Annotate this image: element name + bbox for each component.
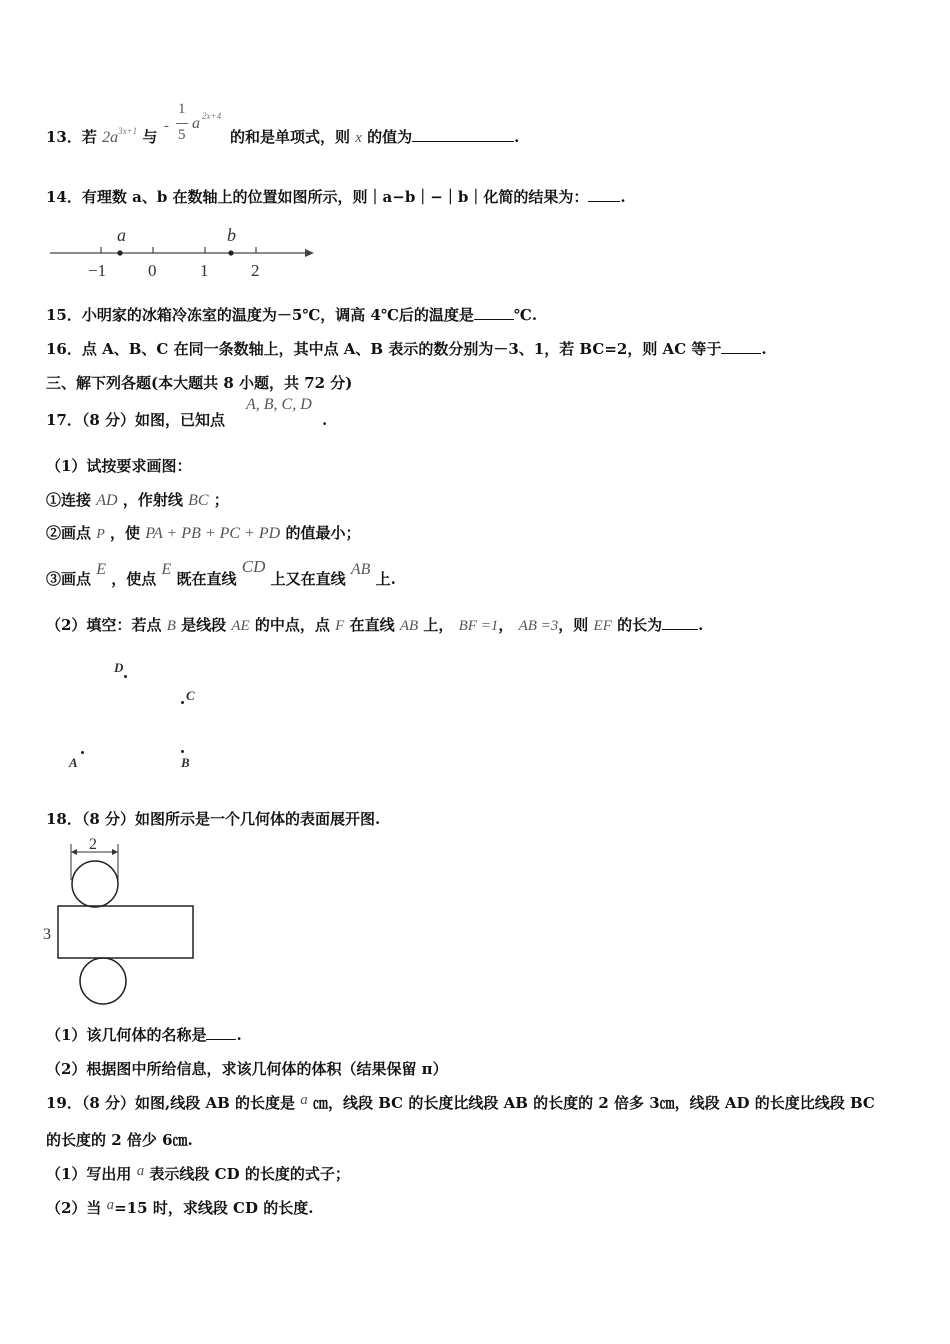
q17-s3f: CD xyxy=(241,557,266,576)
q17-s3e: 既在直线 xyxy=(176,570,237,588)
q17-p2f: F xyxy=(335,618,345,634)
q19-p2c: =15 时，求线段 CD 的长度. xyxy=(114,1199,314,1217)
q13-exp1: 3x+1 xyxy=(118,126,138,136)
q17-s3i: 上. xyxy=(375,570,396,588)
q13-tail2: 的值为 xyxy=(367,128,413,146)
q14-label-b: b xyxy=(227,225,236,245)
q17-s3c: ，使点 xyxy=(111,570,157,588)
q19-l1b: a xyxy=(300,1092,308,1108)
q13 xyxy=(46,127,157,149)
q17-part1: （1）试按要求画图： xyxy=(46,457,192,475)
q17-p2a: （2）填空：若点 xyxy=(46,616,162,634)
q17-p2e: 的中点，点 xyxy=(254,616,330,634)
q13-tail-text: 的和是单项式，则 xyxy=(230,128,351,146)
q19-p2a: （2）当 xyxy=(46,1199,102,1217)
q15-text: 15．小明家的冰箱冷冻室的温度为－5℃，调高 4℃后的温度是 xyxy=(46,306,474,324)
q16 xyxy=(46,339,767,359)
q13-frac-bar xyxy=(176,123,188,124)
q14-text: 14．有理数 a、b 在数轴上的位置如图所示，则｜a−b｜−｜b｜化简的结果为： xyxy=(46,188,589,206)
q17-point-b-label: B xyxy=(181,755,190,770)
q19-p1a: （1）写出用 xyxy=(46,1165,132,1183)
q14-number-line xyxy=(46,222,326,284)
q19-part1 xyxy=(46,1164,350,1185)
q13-sign: - xyxy=(164,118,169,134)
q17-point-b-dot xyxy=(181,750,184,753)
q17-p2l: AB =3 xyxy=(518,618,559,634)
q19-l1c: ㎝，线段 BC 的长度比线段 AB 的长度的 2 倍多 3㎝，线段 AD 的长度比线段 BC xyxy=(313,1094,875,1112)
q18-dim-top: 2 xyxy=(89,836,97,853)
q19-part2 xyxy=(46,1198,313,1219)
q17-p2m: ，则 xyxy=(558,616,589,634)
q17-p2d: AE xyxy=(231,618,250,634)
q17-point-c-label: C xyxy=(186,688,195,703)
q15-blank xyxy=(474,305,514,320)
q13-var: x xyxy=(355,130,362,146)
q13-end: . xyxy=(514,128,520,146)
q17-s2d: PA + PB + PC + PD xyxy=(145,525,281,542)
q13-frac-den: 5 xyxy=(178,127,186,143)
q17-part2 xyxy=(46,615,703,636)
q17-s3h: AB xyxy=(350,561,371,578)
q17-s2e: 的值最小； xyxy=(285,524,361,542)
q13-blank xyxy=(412,127,514,142)
q13-term1: 2a xyxy=(102,129,119,146)
q13-exp2: 2x+4 xyxy=(202,111,222,121)
q17-p2h: AB xyxy=(399,618,419,634)
q17-p2g: 在直线 xyxy=(349,616,395,634)
q19-p1c: 表示线段 CD 的长度的式子； xyxy=(149,1165,350,1183)
q17-points: A, B, C, D xyxy=(246,396,312,413)
section3-title: 三、解下列各题(本大题共 8 小题，共 72 分) xyxy=(46,374,353,392)
q18-p1-text: （1）该几何体的名称是 xyxy=(46,1026,207,1044)
q17-blank xyxy=(662,615,698,630)
q17-p2c: 是线段 xyxy=(181,616,227,634)
q17-s3b: E xyxy=(96,561,107,578)
q17-p2k: ， xyxy=(498,616,514,634)
q17-s2a: ②画点 xyxy=(46,524,92,542)
q18-blank xyxy=(206,1025,236,1040)
q16-text: 16．点 A、B、C 在同一条数轴上，其中点 A、B 表示的数分别为－3、1，若 BC=2，则 AC 等于 xyxy=(46,340,722,358)
q17-point-c-dot xyxy=(181,701,184,704)
q17-head-text: 17．（8 分）如图，已知点 xyxy=(46,411,226,429)
q18-p1-end: . xyxy=(236,1026,242,1044)
q17-s1c: ，作射线 xyxy=(122,491,183,509)
q14-tick-2: 2 xyxy=(251,261,260,280)
q17-step3 xyxy=(46,557,396,590)
q17-s3g: 上又在直线 xyxy=(270,570,346,588)
q13-tail xyxy=(230,127,519,148)
q17-s1d: BC xyxy=(188,492,209,509)
q17-step2 xyxy=(46,523,360,545)
q19-p2b: a xyxy=(106,1197,115,1213)
q19-l1a: 19．（8 分）如图,线段 AB 的长度是 xyxy=(46,1094,296,1112)
q19-p1b: a xyxy=(136,1163,145,1179)
q14-tick-1: 1 xyxy=(200,261,209,280)
q13-fraction xyxy=(162,101,222,151)
q13-with: 与 xyxy=(142,128,158,146)
q19-line1 xyxy=(46,1093,875,1114)
q14-label-a: a xyxy=(117,225,126,245)
q17-s3a: ③画点 xyxy=(46,570,92,588)
q17-p2o: 的长为 xyxy=(617,616,663,634)
q17-point-a-label: A xyxy=(69,755,78,770)
q15 xyxy=(46,305,537,325)
q17-p2b: B xyxy=(166,618,176,634)
q17-s2b: P xyxy=(96,527,105,542)
q19-line2: 的长度的 2 倍少 6㎝. xyxy=(46,1131,193,1149)
q17-p2n: EF xyxy=(593,618,612,634)
q14-end: . xyxy=(620,188,626,206)
q17-p2j: BF =1 xyxy=(458,618,499,634)
q16-blank xyxy=(721,339,761,354)
q17-point-d-dot xyxy=(124,675,127,678)
q15-end: ℃. xyxy=(513,306,538,324)
q14-tick-0: 0 xyxy=(148,261,157,280)
q17-head xyxy=(46,410,225,430)
q18-part1 xyxy=(46,1025,242,1045)
q13-frac-num: 1 xyxy=(178,101,186,117)
q17-s2c: ，使 xyxy=(110,524,141,542)
q17-s1a: ①连接 xyxy=(46,491,92,509)
q18-dim-side: 3 xyxy=(43,926,51,943)
q17-p2p: . xyxy=(698,616,704,634)
q18-head: 18．（8 分）如图所示是一个几何体的表面展开图. xyxy=(46,810,381,828)
q17-point-a-dot xyxy=(81,751,84,754)
q14-blank xyxy=(588,187,620,202)
q13-term2: a xyxy=(192,115,200,132)
q17-p2i: 上， xyxy=(423,616,454,634)
q17-s3d: E xyxy=(161,561,172,578)
q14-tick-neg1: −1 xyxy=(88,261,107,280)
q17-point-d-label: D xyxy=(114,660,124,675)
q13-number: 13．若 xyxy=(46,128,97,146)
q16-end: . xyxy=(761,340,767,358)
q17-step1 xyxy=(46,490,229,511)
q17-s1e: ； xyxy=(213,491,229,509)
q17-head-end: . xyxy=(322,411,328,429)
q18-part2: （2）根据图中所给信息，求该几何体的体积（结果保留 π） xyxy=(46,1060,448,1078)
q18-net-figure xyxy=(40,834,210,1010)
q17-s1b: AD xyxy=(96,492,118,509)
q14 xyxy=(46,187,626,207)
